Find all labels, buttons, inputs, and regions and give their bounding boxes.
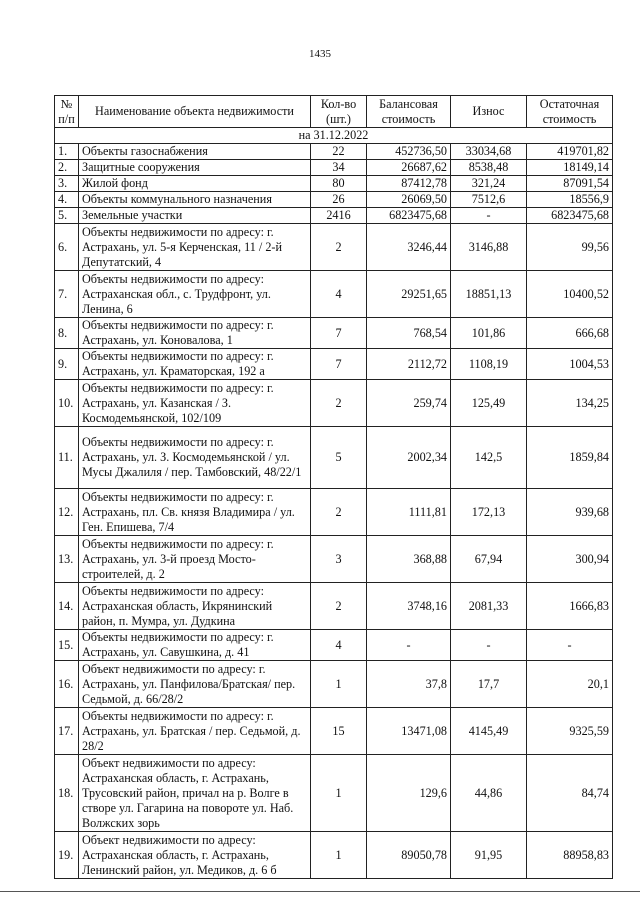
balance-value: - bbox=[367, 630, 451, 661]
quantity: 15 bbox=[311, 708, 367, 755]
row-number: 2. bbox=[55, 160, 79, 176]
object-name: Объекты недвижимости по адресу: г. Астрахань, ул. Коновалова, 1 bbox=[79, 318, 311, 349]
wear-value: 2081,33 bbox=[451, 583, 527, 630]
residual-value: 6823475,68 bbox=[527, 208, 613, 224]
quantity: 2 bbox=[311, 224, 367, 271]
period-row bbox=[55, 128, 613, 144]
wear-value: 67,94 bbox=[451, 536, 527, 583]
residual-value: 99,56 bbox=[527, 224, 613, 271]
object-name: Объект недвижимости по адресу: Астраханская область, г. Астрахань, Ленинский район, ул. Медиков, д. 6 б bbox=[79, 832, 311, 879]
quantity: 22 bbox=[311, 144, 367, 160]
row-number: 17. bbox=[55, 708, 79, 755]
row-number: 18. bbox=[55, 755, 79, 832]
header-balance: Балансовая стоимость bbox=[367, 96, 451, 128]
table-row bbox=[55, 583, 613, 630]
table-row bbox=[55, 208, 613, 224]
table-row bbox=[55, 489, 613, 536]
header-residual: Остаточная стоимость bbox=[527, 96, 613, 128]
balance-value: 1111,81 bbox=[367, 489, 451, 536]
wear-value: 44,86 bbox=[451, 755, 527, 832]
page-number: 1435 bbox=[309, 48, 331, 60]
residual-value: 419701,82 bbox=[527, 144, 613, 160]
table-row bbox=[55, 176, 613, 192]
row-number: 12. bbox=[55, 489, 79, 536]
balance-value: 13471,08 bbox=[367, 708, 451, 755]
quantity: 2 bbox=[311, 489, 367, 536]
quantity: 7 bbox=[311, 349, 367, 380]
wear-value: 1108,19 bbox=[451, 349, 527, 380]
quantity: 5 bbox=[311, 427, 367, 489]
wear-value: 8538,48 bbox=[451, 160, 527, 176]
row-number: 10. bbox=[55, 380, 79, 427]
quantity: 2 bbox=[311, 380, 367, 427]
balance-value: 2112,72 bbox=[367, 349, 451, 380]
wear-value: 3146,88 bbox=[451, 224, 527, 271]
header-num: № п/п bbox=[55, 96, 79, 128]
table-row bbox=[55, 755, 613, 832]
table-row bbox=[55, 349, 613, 380]
residual-value: 300,94 bbox=[527, 536, 613, 583]
object-name: Объекты недвижимости по адресу: г. Астрахань, ул. 3-й проезд Мосто-строителей, д. 2 bbox=[79, 536, 311, 583]
residual-value: 18556,9 bbox=[527, 192, 613, 208]
wear-value: 101,86 bbox=[451, 318, 527, 349]
wear-value: 172,13 bbox=[451, 489, 527, 536]
quantity: 26 bbox=[311, 192, 367, 208]
wear-value: 91,95 bbox=[451, 832, 527, 879]
residual-value: 1004,53 bbox=[527, 349, 613, 380]
object-name: Объекты недвижимости по адресу: Астраханская область, Икрянинский район, п. Мумра, ул. Дудкина bbox=[79, 583, 311, 630]
residual-value: 20,1 bbox=[527, 661, 613, 708]
table-row bbox=[55, 192, 613, 208]
residual-value: 1666,83 bbox=[527, 583, 613, 630]
row-number: 11. bbox=[55, 427, 79, 489]
quantity: 2416 bbox=[311, 208, 367, 224]
property-table bbox=[54, 95, 613, 879]
object-name: Защитные сооружения bbox=[79, 160, 311, 176]
wear-value: 18851,13 bbox=[451, 271, 527, 318]
quantity: 4 bbox=[311, 271, 367, 318]
table-row bbox=[55, 630, 613, 661]
wear-value: 321,24 bbox=[451, 176, 527, 192]
balance-value: 26069,50 bbox=[367, 192, 451, 208]
header-qty: Кол-во (шт.) bbox=[311, 96, 367, 128]
balance-value: 3748,16 bbox=[367, 583, 451, 630]
quantity: 1 bbox=[311, 755, 367, 832]
object-name: Объекты недвижимости по адресу: г. Астрахань, ул. Казанская / З. Космодемьянской, 102/109 bbox=[79, 380, 311, 427]
row-number: 15. bbox=[55, 630, 79, 661]
residual-value: - bbox=[527, 630, 613, 661]
object-name: Объект недвижимости по адресу: Астраханская область, г. Астрахань, Трусовский район, причал на р. Волге в створе ул. Гагарина на повороте ул. Наб. Волжских зорь bbox=[79, 755, 311, 832]
quantity: 1 bbox=[311, 832, 367, 879]
table-row bbox=[55, 160, 613, 176]
table-row bbox=[55, 661, 613, 708]
quantity: 4 bbox=[311, 630, 367, 661]
balance-value: 452736,50 bbox=[367, 144, 451, 160]
object-name: Объекты недвижимости по адресу: Астраханская обл., с. Трудфронт, ул. Ленина, 6 bbox=[79, 271, 311, 318]
residual-value: 1859,84 bbox=[527, 427, 613, 489]
header-row bbox=[55, 96, 613, 128]
quantity: 80 bbox=[311, 176, 367, 192]
table-row bbox=[55, 224, 613, 271]
table-row bbox=[55, 427, 613, 489]
object-name: Объекты недвижимости по адресу: г. Астрахань, ул. З. Космодемьянской / ул. Мусы Джалиля / пер. Тамбовский, 48/22/1 bbox=[79, 427, 311, 489]
row-number: 7. bbox=[55, 271, 79, 318]
row-number: 14. bbox=[55, 583, 79, 630]
object-name: Объекты недвижимости по адресу: г. Астрахань, ул. Савушкина, д. 41 bbox=[79, 630, 311, 661]
balance-value: 768,54 bbox=[367, 318, 451, 349]
object-name: Объекты недвижимости по адресу: г. Астрахань, ул. Краматорская, 192 а bbox=[79, 349, 311, 380]
balance-value: 259,74 bbox=[367, 380, 451, 427]
page-bottom-rule bbox=[0, 891, 640, 892]
object-name: Земельные участки bbox=[79, 208, 311, 224]
residual-value: 939,68 bbox=[527, 489, 613, 536]
table-row bbox=[55, 380, 613, 427]
wear-value: 33034,68 bbox=[451, 144, 527, 160]
residual-value: 88958,83 bbox=[527, 832, 613, 879]
balance-value: 6823475,68 bbox=[367, 208, 451, 224]
object-name: Объект недвижимости по адресу: г. Астрахань, ул. Панфилова/Братская/ пер. Седьмой, д. 66/28/2 bbox=[79, 661, 311, 708]
wear-value: 142,5 bbox=[451, 427, 527, 489]
object-name: Объекты недвижимости по адресу: г. Астрахань, пл. Св. князя Владимира / ул. Ген. Епишева, 7/4 bbox=[79, 489, 311, 536]
residual-value: 134,25 bbox=[527, 380, 613, 427]
table-row bbox=[55, 271, 613, 318]
residual-value: 9325,59 bbox=[527, 708, 613, 755]
table-row bbox=[55, 536, 613, 583]
wear-value: 125,49 bbox=[451, 380, 527, 427]
period-label: на 31.12.2022 bbox=[55, 128, 613, 144]
row-number: 5. bbox=[55, 208, 79, 224]
header-wear: Износ bbox=[451, 96, 527, 128]
balance-value: 2002,34 bbox=[367, 427, 451, 489]
residual-value: 87091,54 bbox=[527, 176, 613, 192]
table-row bbox=[55, 708, 613, 755]
wear-value: - bbox=[451, 208, 527, 224]
row-number: 8. bbox=[55, 318, 79, 349]
quantity: 1 bbox=[311, 661, 367, 708]
balance-value: 37,8 bbox=[367, 661, 451, 708]
table-row bbox=[55, 144, 613, 160]
balance-value: 129,6 bbox=[367, 755, 451, 832]
balance-value: 26687,62 bbox=[367, 160, 451, 176]
balance-value: 368,88 bbox=[367, 536, 451, 583]
object-name: Объекты газоснабжения bbox=[79, 144, 311, 160]
row-number: 9. bbox=[55, 349, 79, 380]
header-name: Наименование объекта недвижимости bbox=[79, 96, 311, 128]
wear-value: 4145,49 bbox=[451, 708, 527, 755]
residual-value: 666,68 bbox=[527, 318, 613, 349]
object-name: Жилой фонд bbox=[79, 176, 311, 192]
object-name: Объекты недвижимости по адресу: г. Астрахань, ул. Братская / пер. Седьмой, д. 28/2 bbox=[79, 708, 311, 755]
row-number: 13. bbox=[55, 536, 79, 583]
residual-value: 18149,14 bbox=[527, 160, 613, 176]
wear-value: - bbox=[451, 630, 527, 661]
balance-value: 3246,44 bbox=[367, 224, 451, 271]
object-name: Объекты недвижимости по адресу: г. Астрахань, ул. 5-я Керченская, 11 / 2-й Депутатский, 4 bbox=[79, 224, 311, 271]
balance-value: 87412,78 bbox=[367, 176, 451, 192]
object-name: Объекты коммунального назначения bbox=[79, 192, 311, 208]
row-number: 4. bbox=[55, 192, 79, 208]
residual-value: 10400,52 bbox=[527, 271, 613, 318]
wear-value: 7512,6 bbox=[451, 192, 527, 208]
row-number: 6. bbox=[55, 224, 79, 271]
row-number: 1. bbox=[55, 144, 79, 160]
row-number: 3. bbox=[55, 176, 79, 192]
wear-value: 17,7 bbox=[451, 661, 527, 708]
row-number: 16. bbox=[55, 661, 79, 708]
quantity: 2 bbox=[311, 583, 367, 630]
quantity: 3 bbox=[311, 536, 367, 583]
balance-value: 29251,65 bbox=[367, 271, 451, 318]
table-row bbox=[55, 318, 613, 349]
table-row bbox=[55, 832, 613, 879]
balance-value: 89050,78 bbox=[367, 832, 451, 879]
residual-value: 84,74 bbox=[527, 755, 613, 832]
quantity: 7 bbox=[311, 318, 367, 349]
quantity: 34 bbox=[311, 160, 367, 176]
row-number: 19. bbox=[55, 832, 79, 879]
